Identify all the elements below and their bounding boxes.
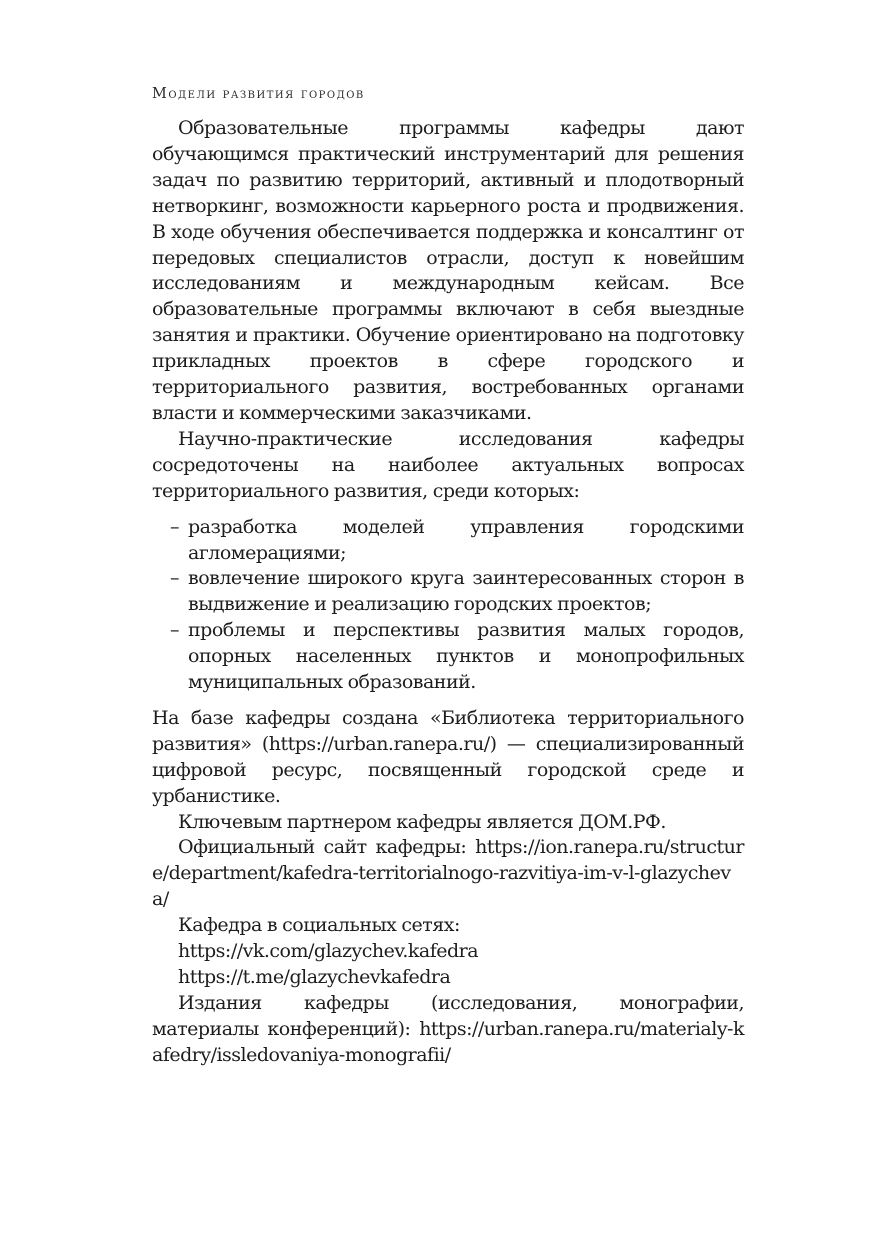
running-head: Модели развития городов: [152, 86, 365, 102]
publications-link[interactable]: https://urban.ranepa.ru/materialy-kafedry/issledovaniya-monografii/: [152, 1017, 744, 1066]
page: [152, 84, 744, 1069]
publications-label: Издания кафедры (исследования, монографии, материалы конференций):: [152, 991, 744, 1040]
social-link-telegram[interactable]: https://t.me/glazychevkafedra: [178, 966, 451, 988]
body-text: [152, 116, 744, 1069]
paragraph-website: [152, 835, 744, 913]
list-item-text: разработка моделей управления городскими агломерациями;: [188, 515, 744, 564]
list-item-text: проблемы и перспективы развития малых городов, опорных населенных пунктов и монопрофильных муниципальных образований.: [188, 619, 744, 694]
paragraph-programs: Образовательные программы кафедры дают обучающимся практический инструментарий для решения задач по развитию территорий, активный и плодотворный нетворкинг, возможности карьерного роста и продвижения. В ходе обучения обеспечивается поддержка и консалтинг от передовых специалистов отрасли, доступ к новейшим исследованиям и международным кейсам. Все образовательные программы включают в себя выездные занятия и практики. Обучение ориентировано на подготовку прикладных проектов в сфере городского и территориального развития, востребованных органами власти и коммерческими заказчиками.: [152, 117, 744, 424]
list-item-text: вовлечение широкого круга заинтересованных сторон в выдвижение и реализацию городских проектов;: [188, 567, 744, 616]
research-list: [152, 515, 744, 696]
list-item: [152, 618, 744, 696]
paragraph-partner: Ключевым партнером кафедры является ДОМ.РФ.: [178, 810, 666, 833]
list-item: [152, 515, 744, 567]
social-link-vk[interactable]: https://vk.com/glazychev.kafedra: [178, 940, 479, 963]
paragraph-publications: [152, 991, 744, 1069]
list-item: [152, 566, 744, 618]
list-dash: –: [170, 619, 179, 642]
website-link[interactable]: https://ion.ranepa.ru/structure/department/kafedra-territorialnogo-razvitiya-im-v-l-glazycheva/: [152, 836, 744, 911]
paragraph-research: Научно-практические исследования кафедры сосредоточены на наиболее актуальных вопросах территориального развития, среди которых:: [152, 427, 744, 502]
paragraph-social-label: Кафедра в социальных сетях:: [178, 914, 460, 937]
list-dash: –: [170, 567, 179, 590]
list-dash: –: [170, 515, 179, 538]
paragraph-library: На базе кафедры создана «Библиотека территориального развития» (https://urban.ranepa.ru/) — специализированный цифровой ресурс, посвященный городской среде и урбанистике.: [152, 706, 744, 807]
website-label: Официальный сайт кафедры:: [178, 836, 467, 859]
